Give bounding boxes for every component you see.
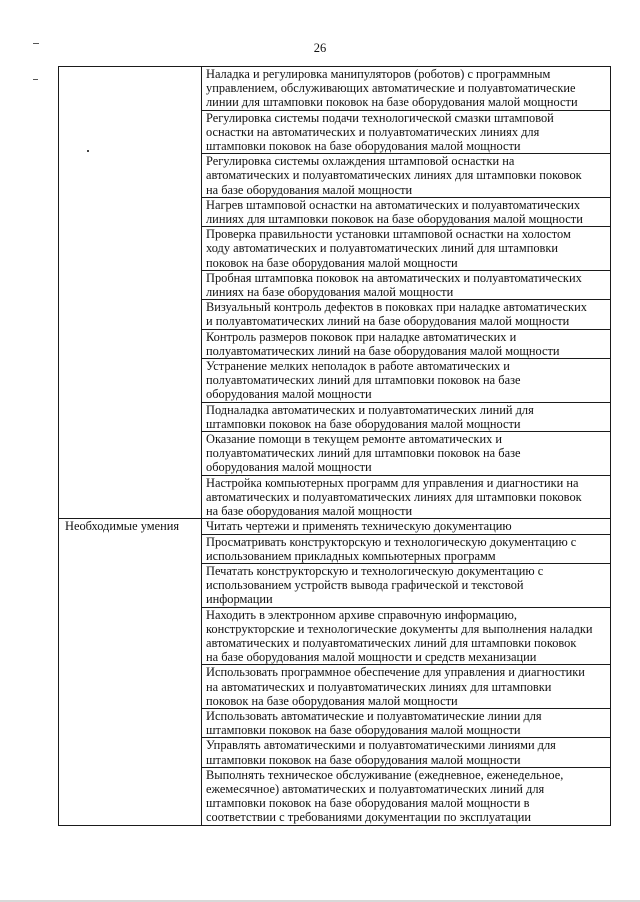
cell-line: полуавтоматических линий для штамповки поковок на базе — [206, 446, 521, 461]
cell-line: информации — [206, 592, 273, 607]
requirement-cell — [202, 475, 611, 519]
requirement-cell — [202, 300, 611, 329]
cell-line: Находить в электронном архиве справочную информацию, — [206, 607, 517, 622]
requirement-cell — [202, 270, 611, 299]
cell-line: оснастки на автоматических и полуавтоматических линиях для — [206, 124, 540, 139]
cell-line: Наладка и регулировка манипуляторов (роботов) с программным — [206, 67, 551, 81]
cell-line: автоматических и полуавтоматических линий для штамповки поковок — [206, 635, 577, 650]
cell-line: Регулировка системы охлаждения штамповой оснастки на — [206, 154, 515, 169]
cell-line: линии для штамповки поковок на базе оборудования малой мощности — [206, 95, 578, 110]
cell-line: линиях для штамповки поковок на базе оборудования малой мощности — [206, 212, 583, 227]
requirement-cell — [202, 738, 611, 767]
cell-line: использованием прикладных компьютерных программ — [206, 548, 496, 563]
cell-line: Настройка компьютерных программ для управления и диагностики на — [206, 475, 579, 490]
requirement-cell — [202, 402, 611, 431]
cell-line: Просматривать конструкторскую и технологическую документацию с — [206, 534, 577, 549]
cell-line: Визуальный контроль дефектов в поковках при наладке автоматических — [206, 300, 587, 315]
scan-mark — [33, 79, 38, 80]
cell-line: Подналадка автоматических и полуавтоматических линий для — [206, 402, 534, 417]
cell-line: Оказание помощи в текущем ремонте автоматических и — [206, 432, 503, 447]
cell-line: ежемесячное) автоматических и полуавтоматических линий для — [206, 781, 545, 796]
requirement-cell — [202, 197, 611, 226]
requirement-cell — [202, 519, 611, 534]
cell-line: Использовать программное обеспечение для управления и диагностики — [206, 665, 585, 680]
requirement-cell — [202, 607, 611, 665]
cell-line: Устранение мелких неполадок в работе автоматических и — [206, 359, 510, 374]
cell-line: Пробная штамповка поковок на автоматических и полуавтоматических — [206, 270, 582, 285]
cell-line: оборудования малой мощности — [206, 460, 372, 475]
cell-line: на базе оборудования малой мощности — [206, 504, 413, 519]
requirements-table — [58, 66, 611, 826]
cell-line: конструкторские и технологические документы для выполнения наладки — [206, 621, 593, 636]
requirement-cell — [202, 767, 611, 825]
cell-line: полуавтоматических линий для штамповки поковок на базе — [206, 373, 521, 388]
cell-line: автоматических и полуавтоматических линиях для штамповки поковок — [206, 168, 582, 183]
requirement-cell — [202, 534, 611, 563]
requirement-cell — [202, 432, 611, 476]
table-row — [59, 67, 611, 111]
cell-line: линиях на базе оборудования малой мощности — [206, 285, 454, 300]
requirement-cell — [202, 67, 611, 111]
cell-line: штамповки поковок на базе оборудования малой мощности в — [206, 796, 530, 811]
cell-line: штамповки поковок на базе оборудования малой мощности — [206, 723, 521, 738]
cell-line: штамповки поковок на базе оборудования малой мощности — [206, 752, 521, 767]
cell-line: Управлять автоматическими и полуавтоматическими линиями для — [206, 738, 556, 753]
cell-line: использованием устройств вывода графической и текстовой — [206, 578, 524, 593]
cell-line: на базе оборудования малой мощности — [206, 182, 413, 197]
cell-line: Проверка правильности установки штамповой оснастки на холостом — [206, 227, 571, 242]
requirement-cell — [202, 665, 611, 709]
cell-line: и полуавтоматических линий на базе оборудования малой мощности — [206, 314, 570, 329]
requirement-cell — [202, 708, 611, 737]
row-group-label — [59, 67, 202, 519]
page-number: 26 — [313, 41, 327, 55]
cell-line: ходу автоматических и полуавтоматических линий для штамповки — [206, 241, 559, 256]
cell-line: соответствии с требованиями документации по эксплуатации — [206, 810, 532, 825]
cell-line: полуавтоматических линий на базе оборудования малой мощности — [206, 343, 560, 358]
cell-line: Печатать конструкторскую и технологическую документацию с — [206, 563, 544, 578]
cell-line: Читать чертежи и применять техническую документацию — [206, 519, 512, 534]
cell-line: штамповки поковок на базе оборудования малой мощности — [206, 416, 521, 431]
row-group-label: Необходимые умения — [59, 519, 202, 825]
requirement-cell — [202, 563, 611, 607]
scan-mark — [33, 43, 39, 44]
cell-line: Выполнять техническое обслуживание (ежедневное, еженедельное, — [206, 767, 564, 782]
cell-line: Использовать автоматические и полуавтоматические линии для — [206, 708, 542, 723]
cell-line: управлением, обслуживающих автоматические и полуавтоматические — [206, 81, 576, 96]
requirement-cell — [202, 154, 611, 198]
cell-line: оборудования малой мощности — [206, 387, 372, 402]
cell-line: на автоматических и полуавтоматических линиях для штамповки — [206, 679, 552, 694]
cell-line: поковок на базе оборудования малой мощности — [206, 693, 458, 708]
cell-line: штамповки поковок на базе оборудования малой мощности — [206, 139, 521, 154]
requirement-cell — [202, 359, 611, 403]
cell-line: Нагрев штамповой оснастки на автоматических и полуавтоматических — [206, 197, 581, 212]
cell-line: Регулировка системы подачи технологической смазки штамповой — [206, 110, 554, 125]
table-row — [59, 519, 611, 534]
requirement-cell — [202, 110, 611, 154]
requirement-cell — [202, 227, 611, 271]
cell-line: Контроль размеров поковок при наладке автоматических и — [206, 329, 517, 344]
cell-line: поковок на базе оборудования малой мощности — [206, 255, 458, 270]
cell-line: на базе оборудования малой мощности и средств механизации — [206, 650, 537, 665]
cell-line: автоматических и полуавтоматических линиях для штамповки поковок — [206, 489, 582, 504]
requirement-cell — [202, 329, 611, 358]
